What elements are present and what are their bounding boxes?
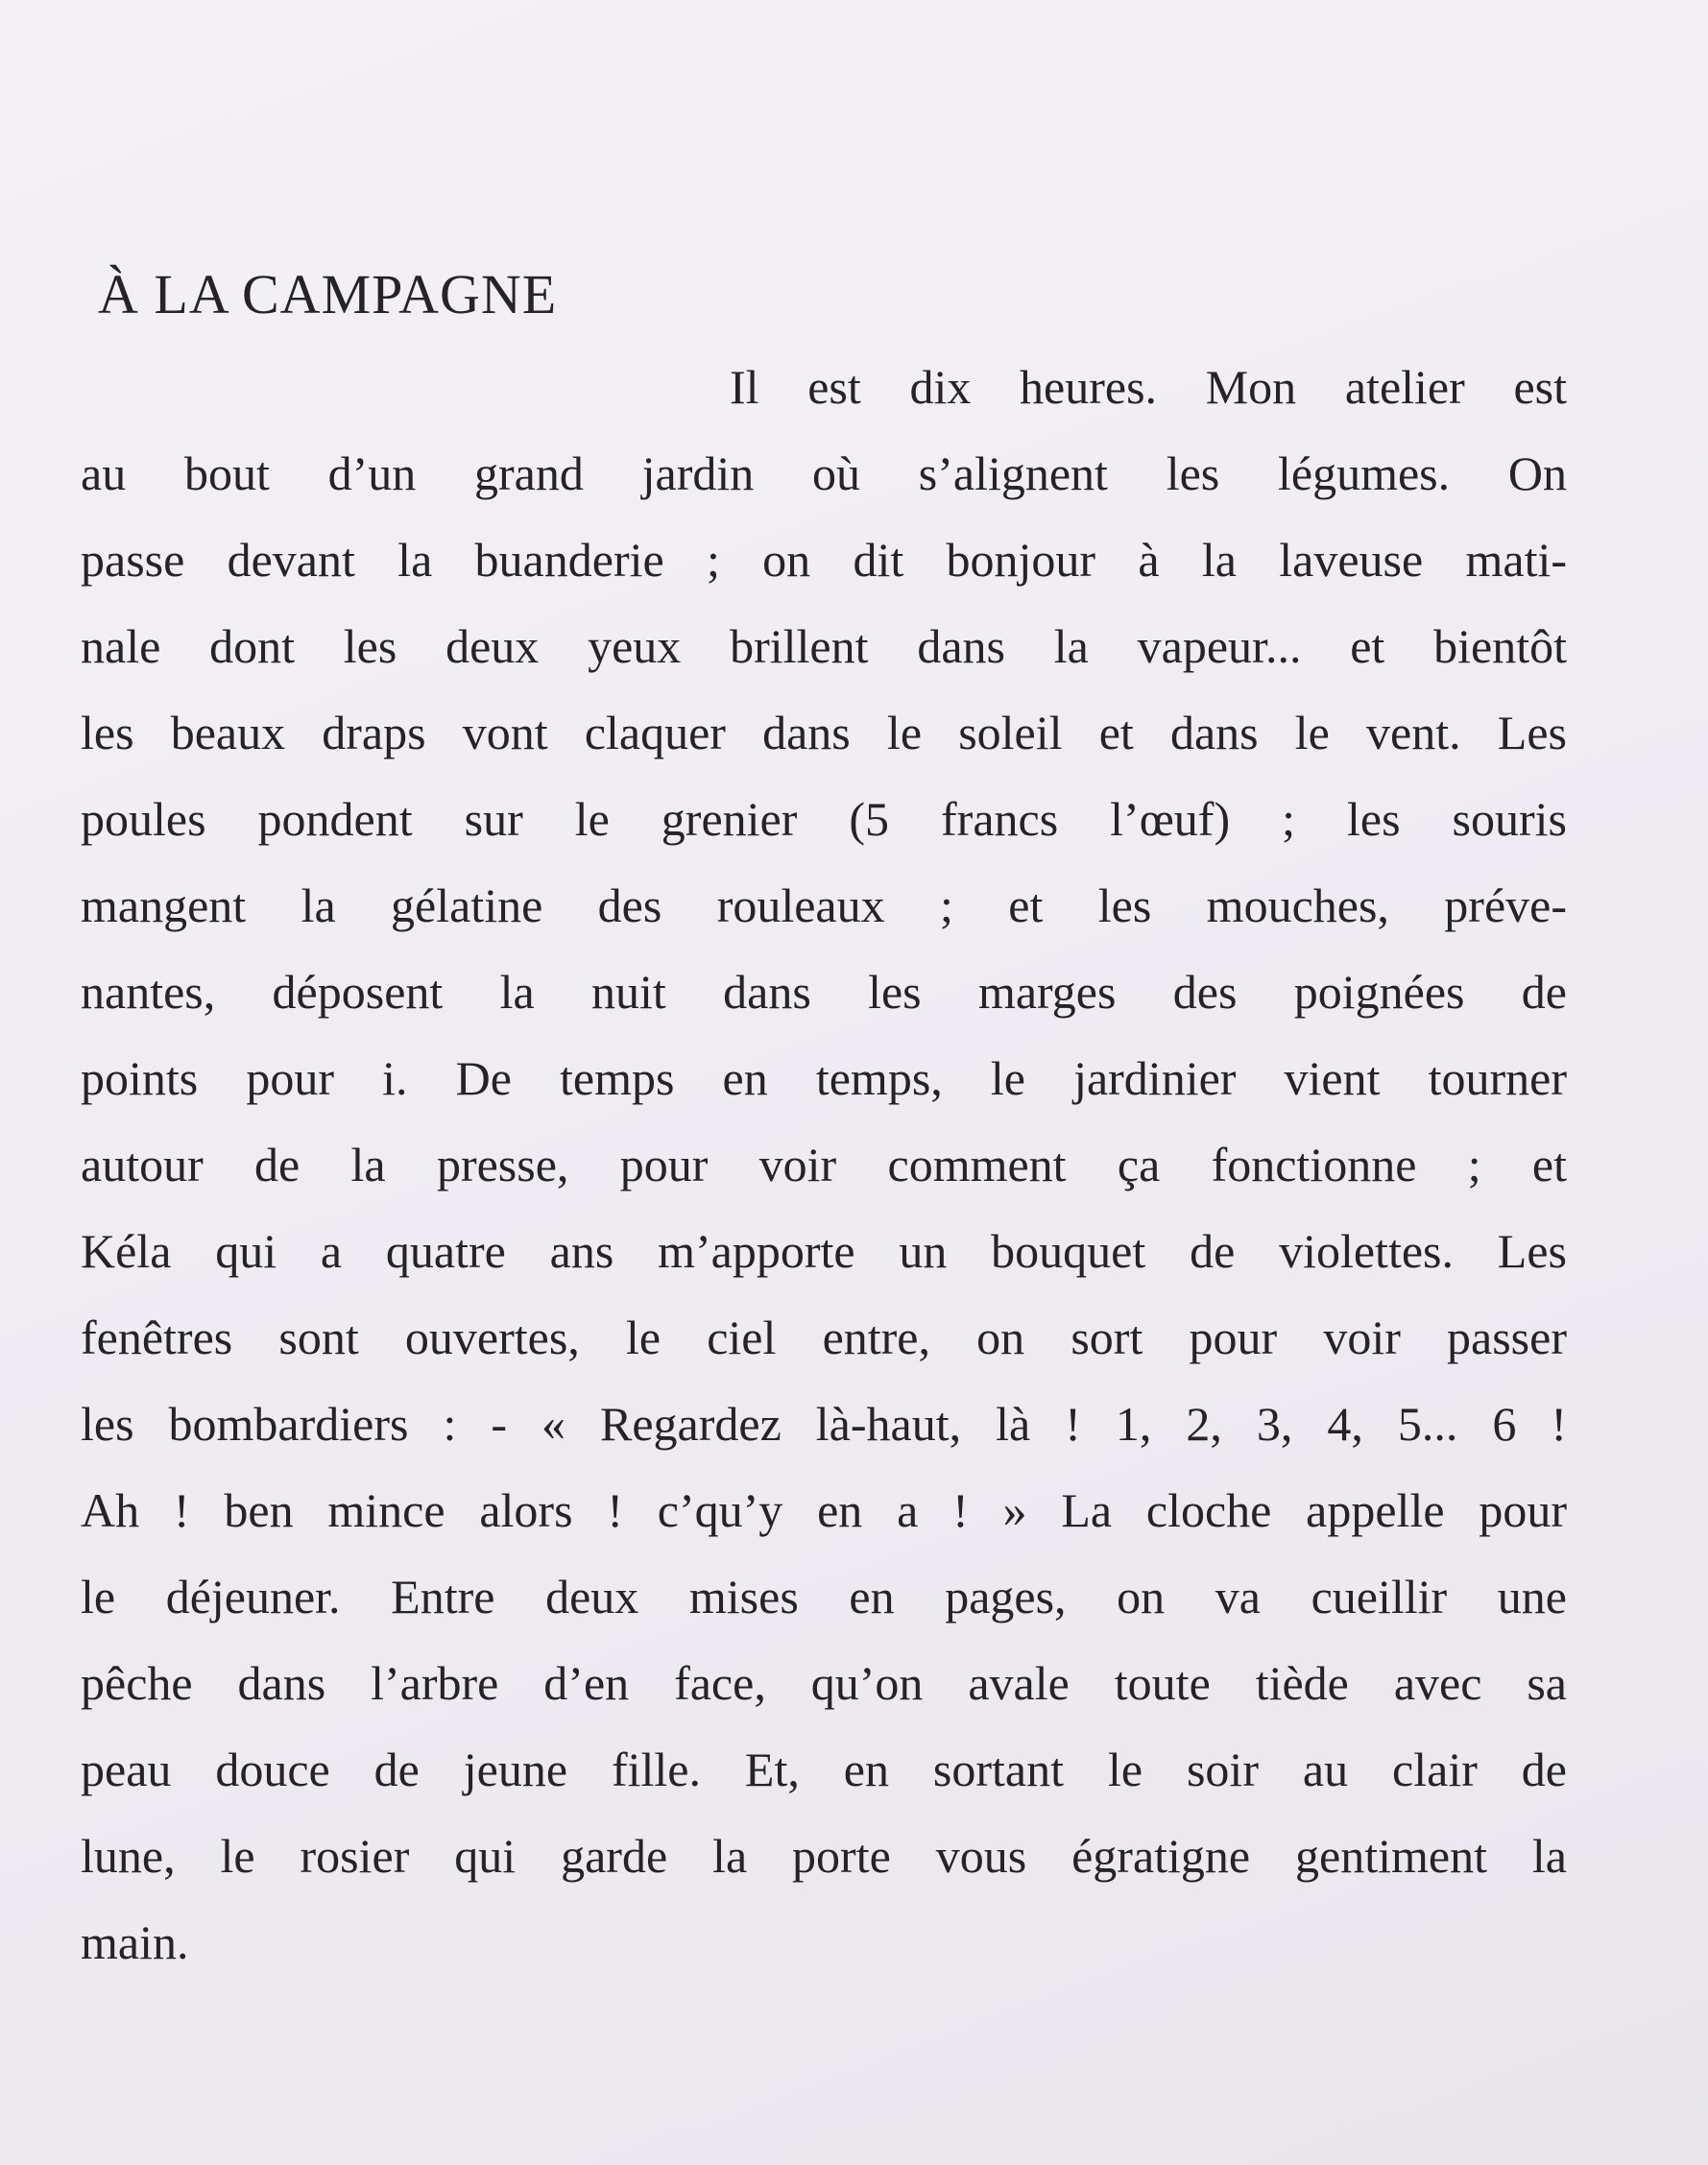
text-line: main. <box>81 1915 189 1969</box>
text-line: mangent la gélatine des rouleaux ; et les mouches, préve- <box>81 878 1567 932</box>
text-line: peau douce de jeune fille. Et, en sortant le soir au clair de <box>81 1743 1567 1796</box>
text-line: passe devant la buanderie ; on dit bonjour à la laveuse mati- <box>81 533 1567 587</box>
chapter-title: À LA CAMPAGNE <box>98 263 558 325</box>
text-line: les beaux draps vont claquer dans le soleil et dans le vent. Les <box>81 706 1567 759</box>
text-line: pêche dans l’arbre d’en face, qu’on avale toute tiède avec sa <box>81 1656 1567 1710</box>
text-line: Ah ! ben mince alors ! c’qu’y en a ! » La cloche appelle pour <box>81 1483 1567 1537</box>
text-line: lune, le rosier qui garde la porte vous égratigne gentiment la <box>81 1829 1567 1883</box>
text-line: points pour i. De temps en temps, le jardinier vient tourner <box>81 1051 1567 1105</box>
text-line: au bout d’un grand jardin où s’alignent les légumes. On <box>81 446 1567 500</box>
text-line: poules pondent sur le grenier (5 francs l’œuf) ; les souris <box>81 792 1567 846</box>
text-line: les bombardiers : - « Regardez là-haut, là ! 1, 2, 3, 4, 5... 6 ! <box>81 1397 1567 1451</box>
text-line: le déjeuner. Entre deux mises en pages, on va cueillir une <box>81 1570 1567 1624</box>
body-paragraph <box>81 344 1567 1985</box>
text-line: nale dont les deux yeux brillent dans la vapeur... et bientôt <box>81 619 1567 673</box>
text-line: Il est dix heures. Mon atelier est <box>730 360 1567 414</box>
text-line: fenêtres sont ouvertes, le ciel entre, on sort pour voir passer <box>81 1311 1567 1364</box>
text-line: nantes, déposent la nuit dans les marges des poignées de <box>81 965 1567 1019</box>
text-line: Kéla qui a quatre ans m’apporte un bouquet de violettes. Les <box>81 1224 1567 1278</box>
text-line: autour de la presse, pour voir comment ça fonctionne ; et <box>81 1138 1567 1191</box>
